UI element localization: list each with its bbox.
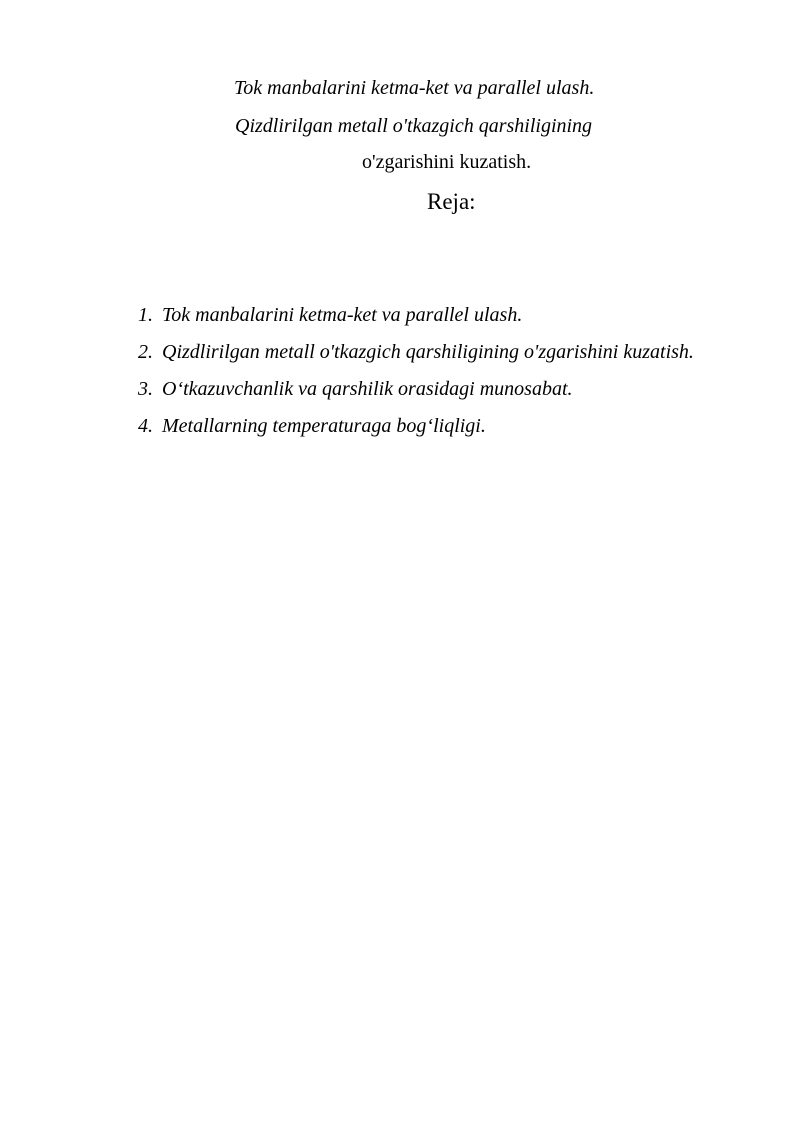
title-line-3: o'zgarishini kuzatish.: [362, 151, 532, 173]
plan-item-text: Tok manbalarini ketma-ket va parallel ulash.: [162, 304, 523, 326]
plan-item-3: [138, 376, 694, 413]
plan-item-text: Metallarning temperaturaga bog‘liqligi.: [162, 415, 486, 437]
plan-item-number: 4.: [138, 415, 153, 437]
title-line-1: Tok manbalarini ketma-ket va parallel ulash.: [234, 77, 595, 99]
plan-item-4: [138, 413, 694, 450]
plan-item-number: 1.: [138, 304, 153, 326]
plan-item-number: 2.: [138, 341, 153, 363]
plan-item-1: [138, 302, 694, 339]
plan-item-number: 3.: [138, 378, 153, 400]
plan-item-text: O‘tkazuvchanlik va qarshilik orasidagi munosabat.: [162, 378, 573, 400]
plan-item-2: [138, 339, 694, 376]
title-line-2: Qizdlirilgan metall o'tkazgich qarshiligining: [235, 115, 593, 137]
plan-heading: Reja:: [427, 189, 476, 214]
plan-list: [138, 302, 694, 450]
plan-item-text: Qizdlirilgan metall o'tkazgich qarshiligining o'zgarishini kuzatish.: [162, 341, 694, 363]
